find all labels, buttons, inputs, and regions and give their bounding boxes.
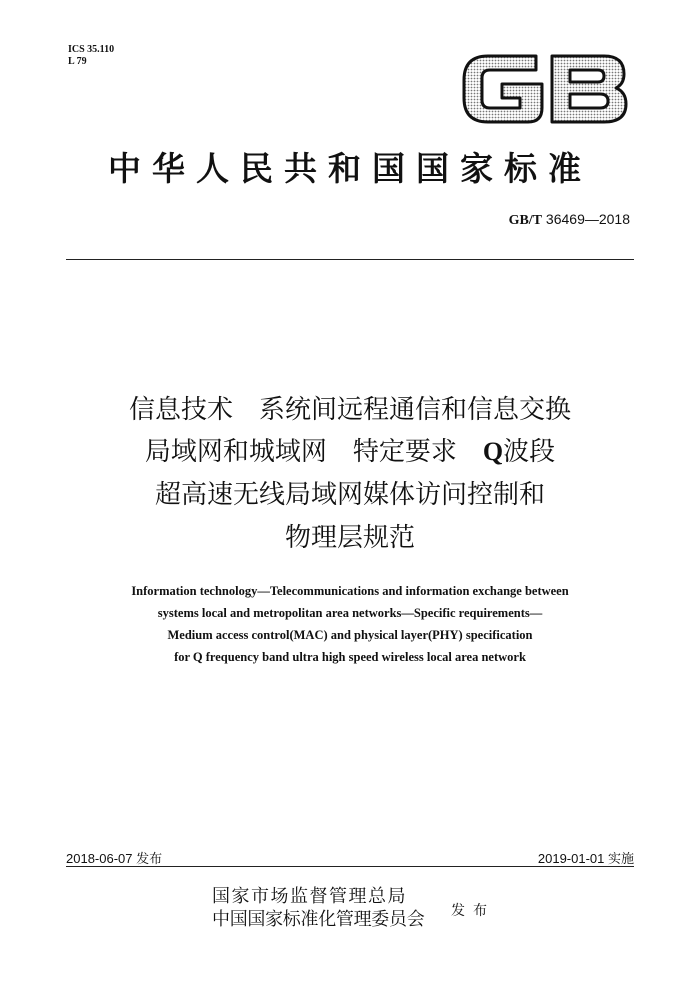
zh-title-line-2-c: 波段: [503, 437, 556, 467]
l-code: L 79: [68, 56, 87, 67]
ics-block: [68, 44, 114, 68]
en-title-line-1: Information technology—Telecommunications and information exchange between: [131, 584, 569, 598]
standard-prefix: GB/T: [508, 213, 543, 228]
zh-title-line-3: 超高速无线局域网媒体访问控制和: [154, 480, 545, 510]
en-title-line-4: for Q frequency band ultra high speed wireless local area network: [174, 650, 526, 664]
zh-title-line-1: 信息技术 系统间远程通信和信息交换: [128, 395, 571, 425]
zh-title-line-2-a: 局域网和城域网 特定要求: [144, 437, 483, 467]
logo-text: GB: [458, 50, 460, 51]
publish-date: 2018-06-07 发布: [66, 851, 163, 866]
gb-logo-icon: [458, 50, 630, 126]
issuer-1: 国家市场监督管理总局: [212, 886, 407, 907]
en-title-line-2: systems local and metropolitan area networks—Specific requirements—: [157, 606, 543, 620]
zh-title-line-4: 物理层规范: [284, 523, 415, 553]
ics-code: ICS 35.110: [68, 44, 115, 55]
top-divider: [66, 259, 634, 260]
zh-title-line-2: [0, 436, 700, 468]
en-title-line-3: Medium access control(MAC) and physical layer(PHY) specification: [167, 628, 533, 642]
effective-date: 2019-01-01 实施: [537, 851, 634, 866]
publish-label: 发布: [451, 903, 495, 919]
bottom-divider: [66, 866, 634, 867]
zh-title-line-2-q: Q: [482, 437, 504, 466]
standard-number-value: 36469—2018: [545, 211, 630, 227]
issuer-2: 中国国家标准化管理委员会: [212, 909, 425, 930]
standard-title: 中华人民共和国国家标准: [108, 149, 592, 188]
standard-number: [509, 211, 630, 229]
